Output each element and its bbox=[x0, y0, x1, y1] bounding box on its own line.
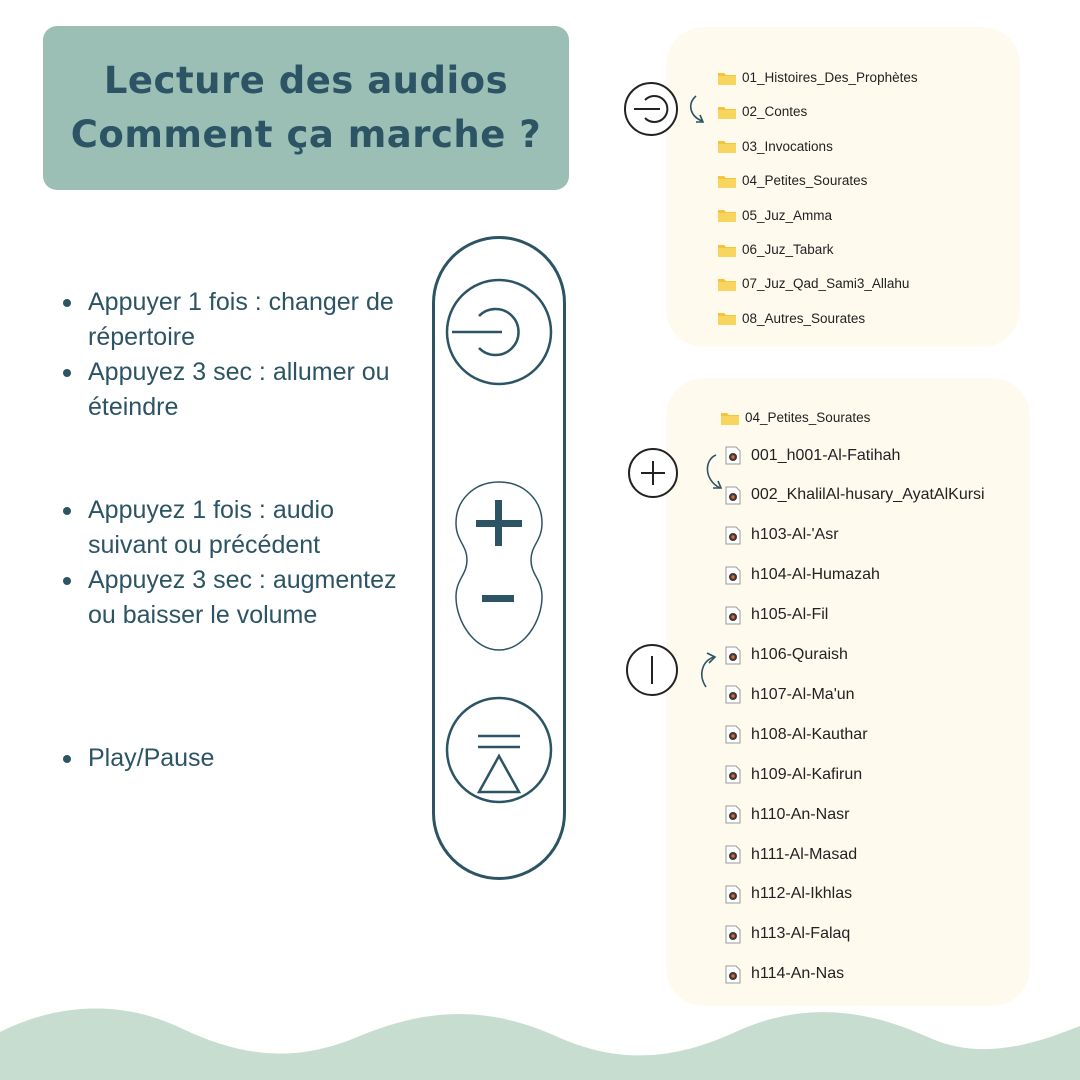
title-line-1: Lecture des audios bbox=[103, 59, 509, 102]
folder-item[interactable] bbox=[718, 70, 918, 85]
remote-buttons bbox=[432, 236, 572, 886]
file-label: h104-Al-Humazah bbox=[751, 566, 880, 584]
audio-file-icon bbox=[725, 526, 741, 545]
file-label: h107-Al-Ma'un bbox=[751, 685, 855, 703]
folder-item[interactable] bbox=[718, 104, 807, 119]
file-item[interactable] bbox=[725, 925, 850, 944]
file-label: h108-Al-Kauthar bbox=[751, 725, 868, 743]
folder-label: 04_Petites_Sourates bbox=[742, 173, 868, 189]
folder-icon bbox=[718, 105, 736, 119]
folder-label: 06_Juz_Tabark bbox=[742, 242, 834, 257]
folder-icon bbox=[718, 311, 736, 325]
decorative-wave bbox=[0, 1000, 1080, 1080]
power-instructions bbox=[62, 285, 412, 425]
folder-item[interactable] bbox=[718, 173, 867, 188]
audio-file-icon bbox=[725, 566, 741, 585]
minus-icon bbox=[626, 644, 678, 696]
folder-item[interactable] bbox=[718, 242, 834, 257]
current-folder bbox=[721, 410, 870, 425]
file-item[interactable] bbox=[725, 685, 855, 704]
play-pause-icon bbox=[478, 736, 520, 792]
current-folder-label: 04_Petites_Sourates bbox=[745, 410, 871, 425]
arrow-icon bbox=[698, 450, 730, 498]
folder-label: 03_Invocations bbox=[742, 138, 833, 154]
file-label: h103-Al-'Asr bbox=[751, 526, 839, 544]
plus-icon bbox=[628, 448, 678, 498]
audio-file-icon bbox=[725, 805, 741, 824]
folder-label: 07_Juz_Qad_Sami3_Allahu bbox=[742, 276, 910, 292]
file-item[interactable] bbox=[725, 446, 900, 465]
folder-icon bbox=[718, 208, 736, 222]
file-label: h109-Al-Kafirun bbox=[751, 765, 863, 783]
file-label: h112-Al-Ikhlas bbox=[751, 885, 853, 903]
file-label: h111-Al-Masad bbox=[751, 845, 858, 863]
file-label: h114-An-Nas bbox=[751, 965, 845, 983]
file-label: 001_h001-Al-Fatihah bbox=[751, 446, 901, 464]
file-label: h113-Al-Falaq bbox=[751, 925, 851, 943]
power-icon bbox=[624, 82, 678, 136]
instruction-item: Appuyez 3 sec : allumer ou éteindre bbox=[62, 355, 412, 425]
arrow-icon bbox=[694, 645, 726, 693]
folder-icon bbox=[718, 174, 736, 188]
plus-button[interactable] bbox=[476, 500, 522, 546]
audio-file-icon bbox=[725, 765, 741, 784]
minus-icon bbox=[482, 595, 514, 602]
audio-file-icon bbox=[725, 725, 741, 744]
play-instructions bbox=[62, 741, 412, 776]
file-item[interactable] bbox=[725, 606, 828, 625]
folder-icon bbox=[718, 139, 736, 153]
file-item[interactable] bbox=[725, 486, 985, 505]
file-label: h110-An-Nasr bbox=[751, 805, 850, 823]
file-item[interactable] bbox=[725, 845, 857, 864]
file-item[interactable] bbox=[725, 765, 862, 784]
folder-item[interactable] bbox=[718, 208, 832, 223]
folder-label: 08_Autres_Sourates bbox=[742, 310, 866, 326]
file-item[interactable] bbox=[725, 566, 880, 585]
title-banner bbox=[43, 26, 569, 190]
audio-file-icon bbox=[725, 885, 741, 904]
instruction-item: Appuyez 1 fois : audio suivant ou précédent bbox=[62, 493, 412, 563]
audio-file-icon bbox=[725, 845, 741, 864]
minus-button[interactable] bbox=[482, 595, 514, 602]
file-item[interactable] bbox=[725, 805, 849, 824]
power-button[interactable] bbox=[447, 280, 551, 384]
file-item[interactable] bbox=[725, 526, 839, 545]
folder-label: 02_Contes bbox=[742, 104, 808, 120]
file-label: 002_KhalilAl-husary_AyatAlKursi bbox=[751, 486, 985, 504]
instruction-item: Appuyez 3 sec : augmentez ou baisser le volume bbox=[62, 563, 412, 633]
arrow-icon bbox=[684, 90, 714, 132]
file-item[interactable] bbox=[725, 725, 868, 744]
folder-icon bbox=[718, 71, 736, 85]
file-item[interactable] bbox=[725, 885, 852, 904]
folder-icon bbox=[721, 411, 739, 425]
folder-label: 01_Histoires_Des_Prophètes bbox=[742, 70, 918, 85]
folder-label: 05_Juz_Amma bbox=[742, 207, 833, 223]
audio-file-icon bbox=[725, 685, 741, 704]
power-icon bbox=[452, 309, 519, 355]
file-item[interactable] bbox=[725, 646, 848, 665]
folder-icon bbox=[718, 277, 736, 291]
instruction-item: Appuyer 1 fois : changer de répertoire bbox=[62, 285, 412, 355]
file-label: h105-Al-Fil bbox=[751, 606, 829, 624]
audio-file-icon bbox=[725, 925, 741, 944]
title-line-2: Comment ça marche ? bbox=[70, 113, 542, 156]
audio-file-icon bbox=[725, 606, 741, 625]
folder-item[interactable] bbox=[718, 311, 865, 326]
folder-icon bbox=[718, 243, 736, 257]
play-pause-button[interactable] bbox=[447, 698, 551, 802]
folder-item[interactable] bbox=[718, 276, 909, 291]
folder-item[interactable] bbox=[718, 139, 833, 154]
instruction-item: Play/Pause bbox=[62, 741, 412, 776]
audio-file-icon bbox=[725, 965, 741, 984]
file-label: h106-Quraish bbox=[751, 646, 848, 663]
volume-instructions bbox=[62, 493, 412, 633]
file-item[interactable] bbox=[725, 965, 844, 984]
audio-file-icon bbox=[725, 646, 741, 665]
